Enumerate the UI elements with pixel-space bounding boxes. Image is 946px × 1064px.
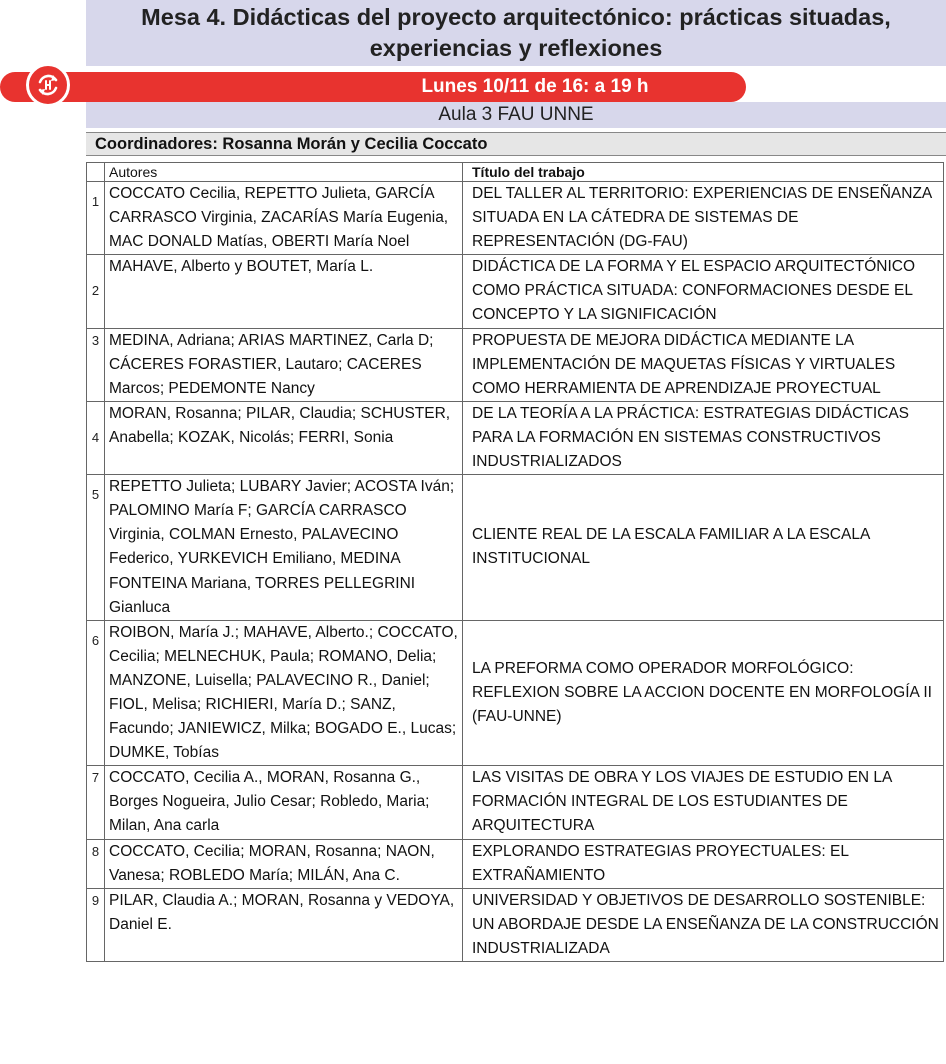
row-authors: MORAN, Rosanna; PILAR, Claudia; SCHUSTER, Anabella; KOZAK, Nicolás; FERRI, Sonia <box>105 401 463 474</box>
row-authors: COCCATO Cecilia, REPETTO Julieta, GARCÍA CARRASCO Virginia, ZACARÍAS María Eugenia, MAC DONALD Matías, OBERTI María Noel <box>105 182 463 255</box>
row-title: LAS VISITAS DE OBRA Y LOS VIAJES DE ESTUDIO EN LA FORMACIÓN INTEGRAL DE LOS ESTUDIANTES DE ARQUITECTURA <box>463 766 944 839</box>
table-row <box>87 328 944 401</box>
row-authors: COCCATO, Cecilia A., MORAN, Rosanna G., Borges Nogueira, Julio Cesar; Robledo, Maria; Milan, Ana carla <box>105 766 463 839</box>
refresh-badge[interactable] <box>26 63 70 107</box>
row-title: DE LA TEORÍA A LA PRÁCTICA: ESTRATEGIAS DIDÁCTICAS PARA LA FORMACIÓN EN SISTEMAS CONSTRUCTIVOS INDUSTRIALIZADOS <box>463 401 944 474</box>
session-date: Lunes 10/11 de 16: a 19 h <box>421 76 649 97</box>
header-num-cell <box>87 163 105 182</box>
coordinators-label: Coordinadores: Rosanna Morán y Cecilia Coccato <box>95 135 488 153</box>
header-title: Título del trabajo <box>463 163 944 182</box>
row-authors: ROIBON, María J.; MAHAVE, Alberto.; COCCATO, Cecilia; MELNECHUK, Paula; ROMANO, Delia; MANZONE, Luisella; PALAVECINO R., Daniel; FIOL, Melisa; RICHIERI, María D.; SANZ, Facundo; JANIEWICZ, Milka; BOGADO E., Lucas; DUMKE, Tobías <box>105 620 463 766</box>
refresh-icon <box>34 71 62 99</box>
row-number: 7 <box>87 766 105 839</box>
row-title: DIDÁCTICA DE LA FORMA Y EL ESPACIO ARQUITECTÓNICO COMO PRÁCTICA SITUADA: CONFORMACIONES DESDE EL CONCEPTO Y LA SIGNIFICACIÓN <box>463 255 944 328</box>
row-number: 2 <box>87 255 105 328</box>
table-row <box>87 182 944 255</box>
table-row <box>87 839 944 888</box>
row-number: 8 <box>87 839 105 888</box>
row-title: PROPUESTA DE MEJORA DIDÁCTICA MEDIANTE LA IMPLEMENTACIÓN DE MAQUETAS FÍSICAS Y VIRTUALES COMO HERRAMIENTA DE APRENDIZAJE PROYECTUAL <box>463 328 944 401</box>
row-authors: PILAR, Claudia A.; MORAN, Rosanna y VEDOYA, Daniel E. <box>105 888 463 961</box>
table-row <box>87 766 944 839</box>
works-table <box>86 162 944 962</box>
row-number: 1 <box>87 182 105 255</box>
table-row <box>87 888 944 961</box>
row-title: DEL TALLER AL TERRITORIO: EXPERIENCIAS DE ENSEÑANZA SITUADA EN LA CÁTEDRA DE SISTEMAS DE REPRESENTACIÓN (DG-FAU) <box>463 182 944 255</box>
row-title: CLIENTE REAL DE LA ESCALA FAMILIAR A LA ESCALA INSTITUCIONAL <box>463 475 944 621</box>
session-room: Aula 3 FAU UNNE <box>438 104 594 125</box>
row-number: 9 <box>87 888 105 961</box>
header-authors: Autores <box>105 163 463 182</box>
row-number: 5 <box>87 475 105 621</box>
row-number: 6 <box>87 620 105 766</box>
row-authors: MEDINA, Adriana; ARIAS MARTINEZ, Carla D; CÁCERES FORASTIER, Lautaro; CACERES Marcos; PEDEMONTE Nancy <box>105 328 463 401</box>
page-title: Mesa 4. Didácticas del proyecto arquitectónico: prácticas situadas, experiencias y reflexiones <box>141 4 891 61</box>
table-row <box>87 255 944 328</box>
row-authors: COCCATO, Cecilia; MORAN, Rosanna; NAON, Vanesa; ROBLEDO María; MILÁN, Ana C. <box>105 839 463 888</box>
table-row <box>87 401 944 474</box>
row-title: EXPLORANDO ESTRATEGIAS PROYECTUALES: EL EXTRAÑAMIENTO <box>463 839 944 888</box>
row-authors: REPETTO Julieta; LUBARY Javier; ACOSTA Iván; PALOMINO María F; GARCÍA CARRASCO Virginia, COLMAN Ernesto, PALAVECINO Federico, YURKEVICH Emiliano, MEDINA FONTEINA Mariana, TORRES PELLEGRINI Gianluca <box>105 475 463 621</box>
table-header-row <box>87 163 944 182</box>
row-number: 3 <box>87 328 105 401</box>
table-row <box>87 475 944 621</box>
row-title: LA PREFORMA COMO OPERADOR MORFOLÓGICO: REFLEXION SOBRE LA ACCION DOCENTE EN MORFOLOGÍA II (FAU-UNNE) <box>463 620 944 766</box>
row-authors: MAHAVE, Alberto y BOUTET, María L. <box>105 255 463 328</box>
table-row <box>87 620 944 766</box>
row-title: UNIVERSIDAD Y OBJETIVOS DE DESARROLLO SOSTENIBLE: UN ABORDAJE DESDE LA ENSEÑANZA DE LA CONSTRUCCIÓN INDUSTRIALIZADA <box>463 888 944 961</box>
row-number: 4 <box>87 401 105 474</box>
